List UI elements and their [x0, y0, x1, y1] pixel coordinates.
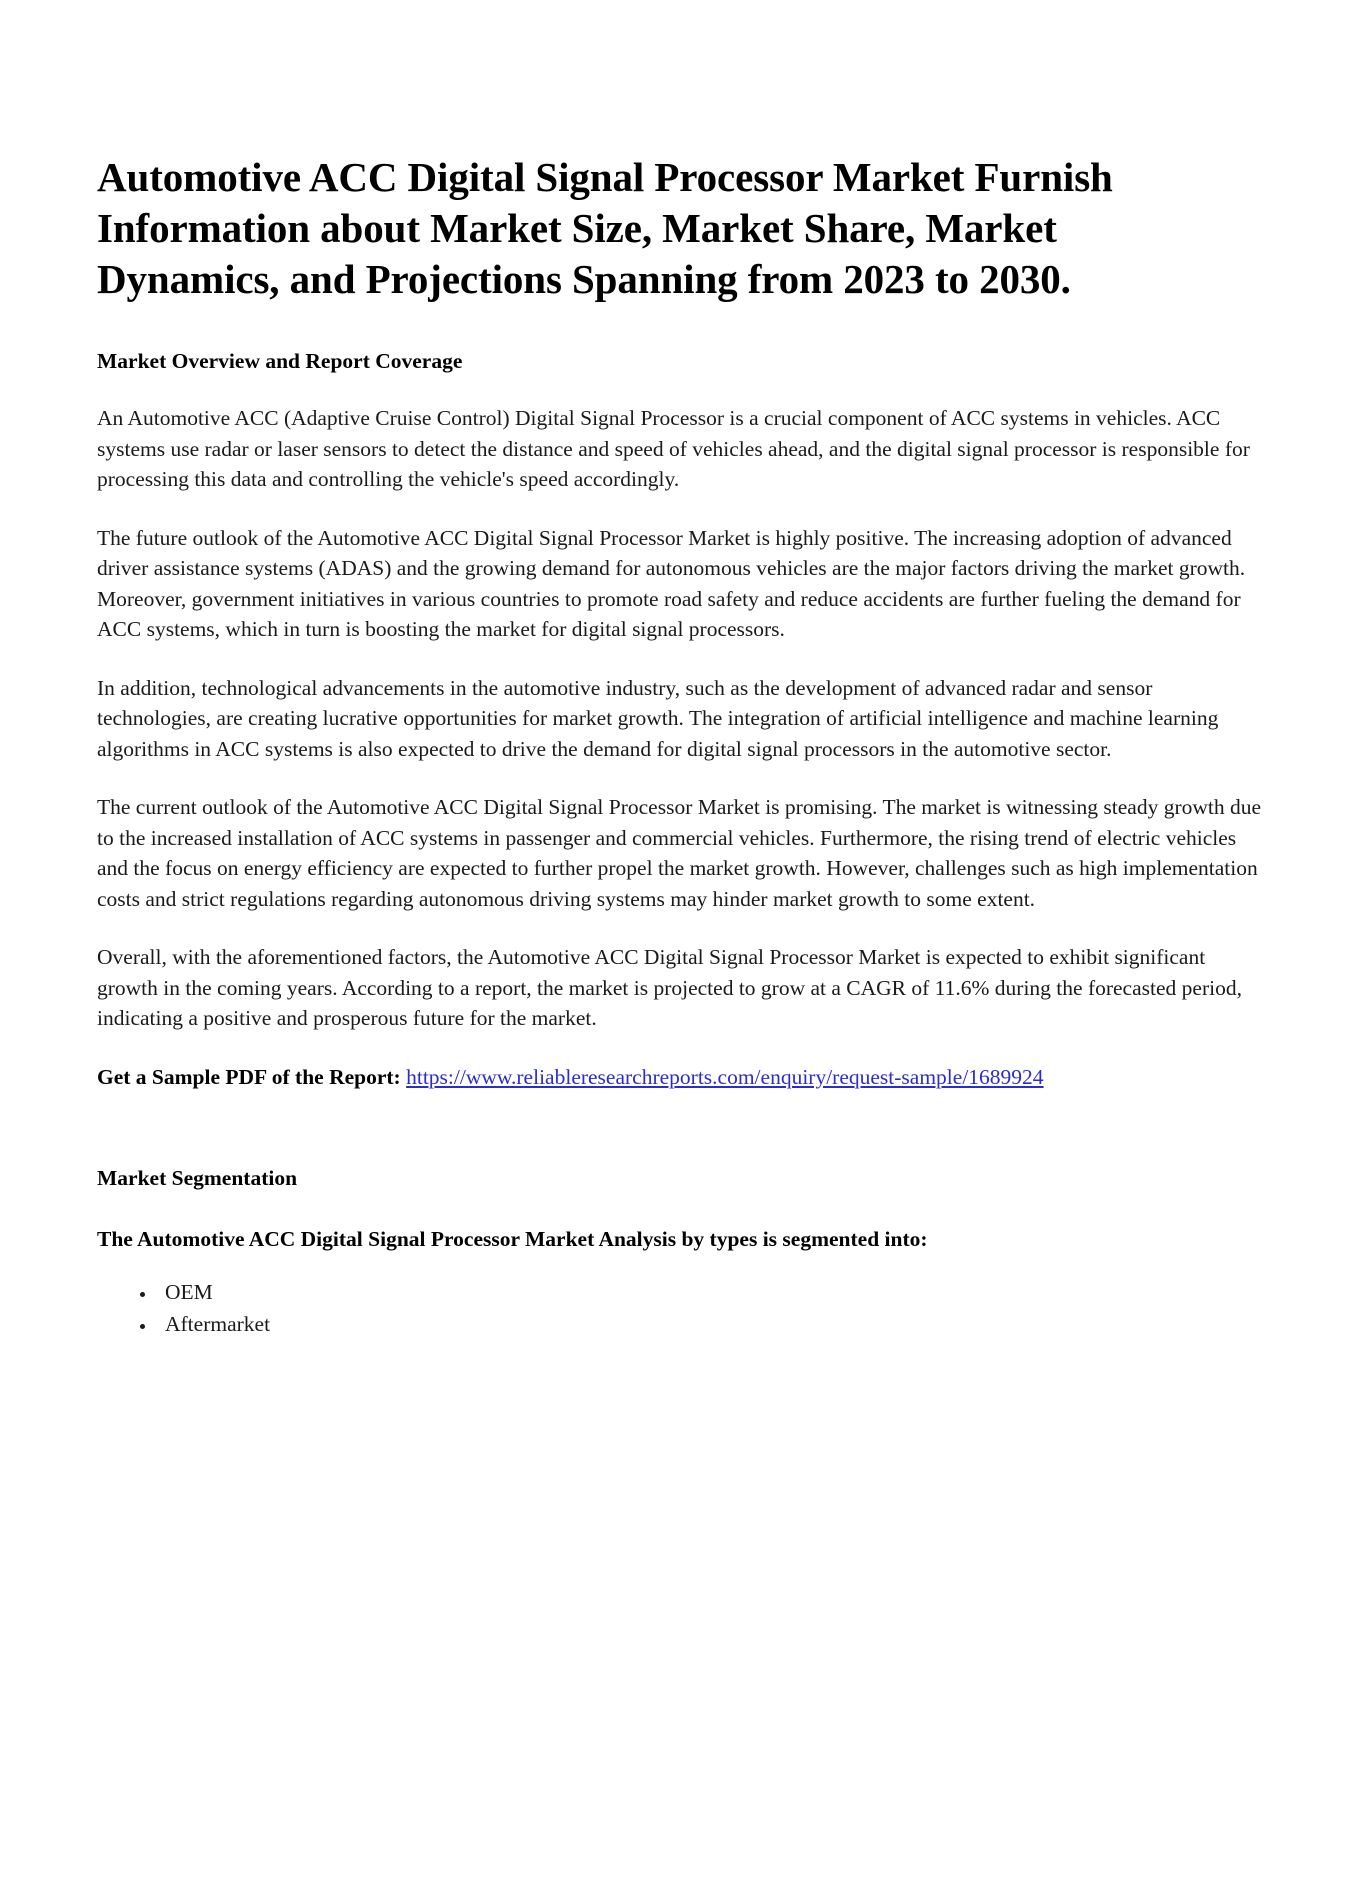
segmentation-types-intro: The Automotive ACC Digital Signal Processor Market Analysis by types is segmented into:: [97, 1227, 928, 1251]
paragraph-current-outlook: The current outlook of the Automotive ACC Digital Signal Processor Market is promising. The market is witnessing steady growth due to the increased installation of ACC systems in passenger and commercial vehicles. Furthermore, the rising trend of electric vehicles and the focus on energy efficiency are expected to further propel the market growth. However, challenges such as high implementation costs and strict regulations regarding autonomous driving systems may hinder market growth to some extent.: [97, 795, 1262, 911]
section-spacer: [97, 1092, 1265, 1164]
sample-pdf-block: [97, 1062, 1265, 1093]
paragraph-technology-advancements: In addition, technological advancements in the automotive industry, such as the development of advanced radar and sensor technologies, are creating lucrative opportunities for market growth. The integration of artificial intelligence and machine learning algorithms in ACC systems is also expected to drive the demand for digital signal processors in the automotive sector.: [97, 675, 1219, 761]
paragraph-future-outlook: The future outlook of the Automotive ACC Digital Signal Processor Market is highly positive. The increasing adoption of advanced driver assistance systems (ADAS) and the growing demand for autonomous vehicles are the major factors driving the market growth. Moreover, government initiatives in various countries to promote road safety and reduce accidents are further fueling the demand for ACC systems, which in turn is boosting the market for digital signal processors.: [97, 525, 1246, 641]
paragraph-definition: An Automotive ACC (Adaptive Cruise Control) Digital Signal Processor is a crucial component of ACC systems in vehicles. ACC systems use radar or laser sensors to detect the distance and speed of vehicles ahead, and the digital signal processor is responsible for processing this data and controlling the vehicle's speed accordingly.: [97, 406, 1250, 491]
request-sample-link[interactable]: https://www.reliableresearchreports.com/enquiry/request-sample/1689924: [406, 1064, 1044, 1089]
market-segmentation-heading: Market Segmentation: [97, 1166, 298, 1190]
list-item: • OEM: [157, 1276, 1265, 1308]
list-item: • Aftermarket: [157, 1308, 1265, 1340]
sample-pdf-label: Get a Sample PDF of the Report:: [97, 1064, 401, 1089]
market-overview-heading: Market Overview and Report Coverage: [97, 349, 463, 373]
article-body: [97, 152, 1265, 1340]
segmentation-types-list: [97, 1276, 1265, 1340]
page-title: Automotive ACC Digital Signal Processor Market Furnish Information about Market Size, Market Share, Market Dynamics, and Projections Spanning from 2023 to 2030.: [97, 154, 1113, 302]
paragraph-overall-summary: Overall, with the aforementioned factors, the Automotive ACC Digital Signal Processor Market is expected to exhibit significant growth in the coming years. According to a report, the market is projected to grow at a CAGR of 11.6% during the forecasted period, indicating a positive and prosperous future for the market.: [97, 945, 1242, 1030]
